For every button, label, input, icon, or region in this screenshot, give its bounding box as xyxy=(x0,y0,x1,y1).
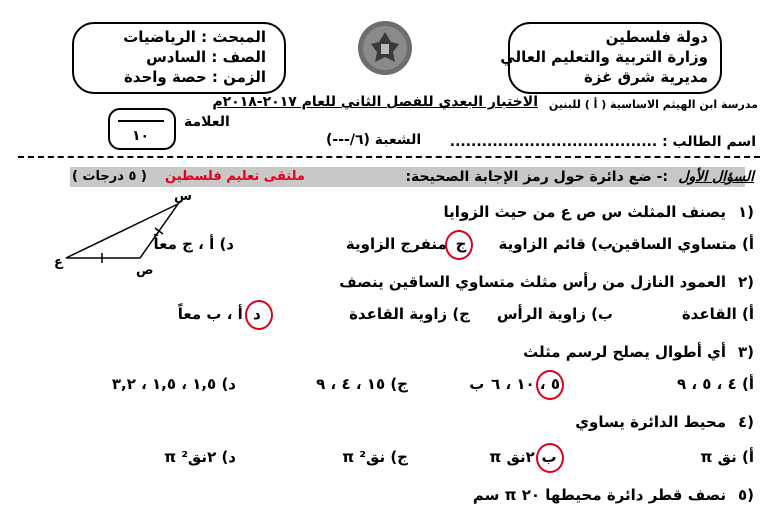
q1-answer-circle xyxy=(445,230,473,260)
question-4-text: محيط الدائرة يساوي xyxy=(575,413,726,431)
subject-line: المبحث : الرياضيات xyxy=(123,28,266,46)
country-name: دولة فلسطين xyxy=(605,28,708,46)
q1-option-d[interactable]: د) أ ، ج معاً xyxy=(153,235,234,253)
ministry-name: وزارة التربية والتعليم العالي xyxy=(500,48,708,66)
q3-option-b-letter: ب xyxy=(469,375,485,393)
q2-answer-circle xyxy=(245,300,273,330)
subject-box xyxy=(72,22,286,94)
tick-mark-2 xyxy=(155,228,163,234)
q2-option-c[interactable]: ج) زاوية القاعدة xyxy=(349,305,470,323)
q3-answer-circle xyxy=(536,370,564,400)
palestine-emblem-icon xyxy=(355,14,415,94)
question-2-number: ٢) xyxy=(737,273,754,291)
question-4-number: ٤) xyxy=(737,413,754,431)
q4-option-d[interactable]: د) ٢نق² π xyxy=(164,448,236,466)
q1-option-b[interactable]: ب) قائم الزاوية xyxy=(498,235,613,253)
q4-option-c[interactable]: ج) نق² π xyxy=(342,448,408,466)
directorate-name: مديرية شرق غزة xyxy=(583,68,708,86)
question-5-number: ٥) xyxy=(737,486,754,504)
school-name: مدرسة ابن الهيثم الاساسية ( أ ) للبنين xyxy=(548,98,758,111)
question-3-number: ٣) xyxy=(737,343,754,361)
section-field: الشعبة (٦/---) xyxy=(326,132,422,148)
time-line: الزمن : حصة واحدة xyxy=(123,68,266,86)
question1-title: السؤال الأول xyxy=(678,169,754,185)
question-2-text: العمود النازل من رأس مثلث متساوي الساقين ينصف xyxy=(339,273,726,291)
q1-option-c-letter: ج xyxy=(455,235,467,253)
q2-option-a[interactable]: أ) القاعدة xyxy=(681,305,754,323)
q3-option-c[interactable]: ج) ١٥ ، ٤ ، ٩ xyxy=(316,375,408,393)
question1-marks: ( ٥ درجات ) xyxy=(72,169,147,184)
student-name-field: اسم الطالب : ....................................... xyxy=(449,134,756,150)
vertex-label-s: س xyxy=(174,189,192,204)
q3-option-d[interactable]: د) ١,٥ ، ١,٥ ، ٣,٢ xyxy=(111,375,236,393)
grade-label: العلامة xyxy=(184,114,230,130)
forum-name: ملتقى تعليم فلسطين xyxy=(165,169,305,184)
q4-option-a[interactable]: أ) نق π xyxy=(700,448,754,466)
question1-instruction: :- ضع دائرة حول رمز الإجابة الصحيحة: xyxy=(405,169,668,185)
grade-blank xyxy=(118,120,164,122)
question-1-number: ١) xyxy=(737,203,754,221)
q1-option-c-text: منفرج الزاوية xyxy=(345,235,452,253)
vertex-label-sad: ص xyxy=(136,263,154,278)
ministry-box xyxy=(500,22,722,94)
q1-option-a[interactable]: أ) متساوي الساقين xyxy=(611,235,754,253)
emblem-caption: STATE OF PALESTINE xyxy=(369,14,401,18)
grade-box xyxy=(108,108,176,150)
q2-option-b[interactable]: ب) زاوية الرأس xyxy=(496,305,613,323)
question-5-text: نصف قطر دائرة محيطها ٢٠ π سم xyxy=(472,486,726,504)
question-3-text: أي أطوال يصلح لرسم مثلث xyxy=(523,343,726,361)
q3-option-a[interactable]: أ) ٤ ، ٥ ، ٩ xyxy=(676,375,754,393)
q2-option-d-letter: د xyxy=(253,305,261,323)
q4-option-b-text: ٢نق π xyxy=(489,448,540,466)
triangle-figure xyxy=(52,188,222,278)
exam-title: الاختبار البعدي للفصل الثاني للعام ٢٠١٧-٢٠١٨م xyxy=(212,94,538,110)
grade-total: ١٠ xyxy=(132,128,150,144)
grade-line: الصف : السادس xyxy=(146,48,266,66)
question-1-text: يصنف المثلث س ص ع من حيث الزوايا xyxy=(443,203,726,221)
q4-option-b-letter: ب xyxy=(541,448,557,466)
q2-option-d-text: أ ، ب معاً xyxy=(177,305,248,323)
header-divider xyxy=(18,156,760,158)
q3-option-b-text: ٥ ، ١٠ ، ٦ xyxy=(485,375,560,393)
q4-answer-circle xyxy=(536,443,564,473)
vertex-label-ain: ع xyxy=(54,255,63,270)
